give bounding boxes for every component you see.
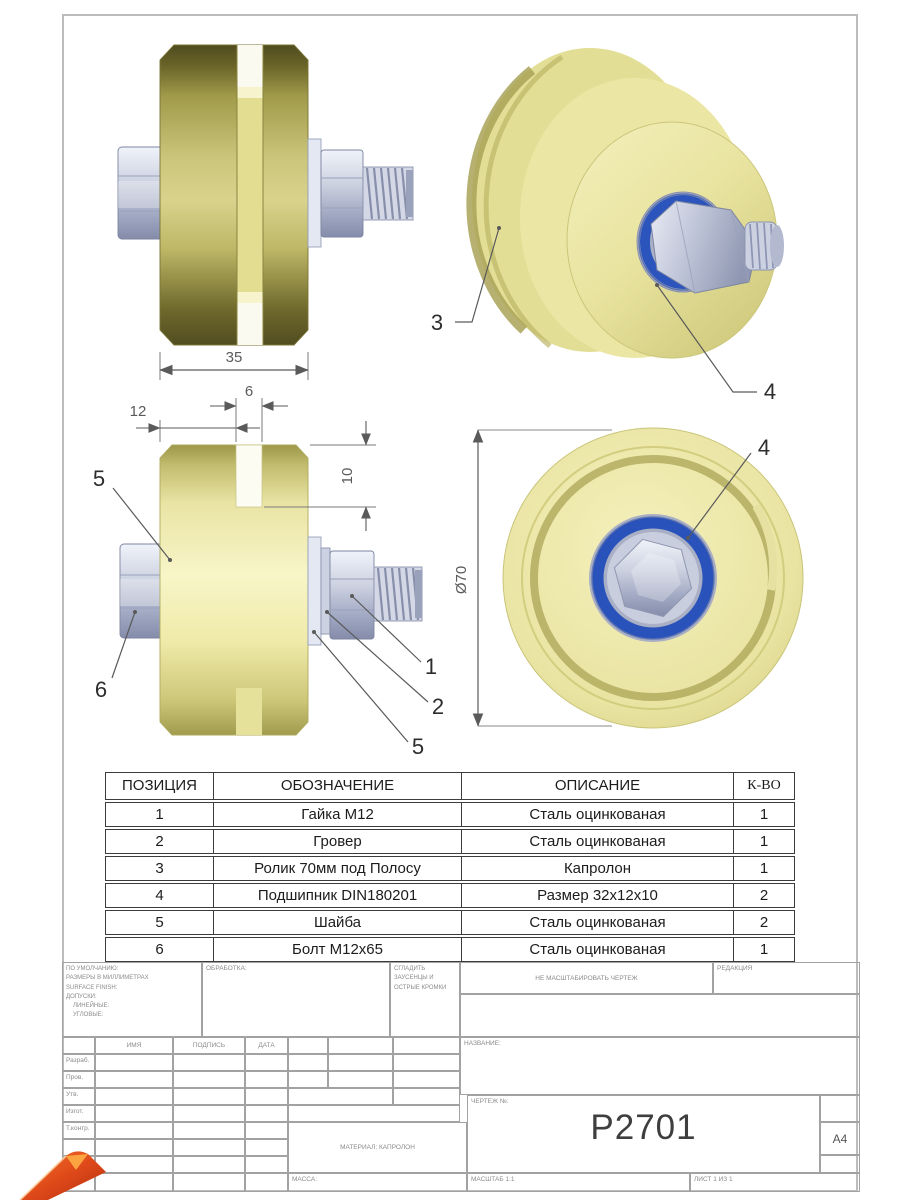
svg-text:Ø70: Ø70 [453,565,470,595]
table-row: 2 Гровер Сталь оцинкованая 1 [105,829,795,854]
dimension-35 [160,349,308,380]
revision-cell: РЕДАКЦИЯ [713,962,860,994]
sign-grid-corner [62,1037,95,1054]
roller-body-icon [160,445,308,735]
paper-size-cell: A4 [820,1122,860,1155]
svg-text:5: 5 [411,734,425,759]
sign-row-mfg: Изгот. [62,1105,95,1122]
svg-text:4: 4 [757,435,771,460]
scale-cell: МАСШТАБ 1:1 [467,1173,690,1192]
sign-row-approved: Утв. [62,1088,95,1105]
washer-right-icon [308,537,321,645]
watermark-logo-icon [14,1138,144,1200]
mass-cell: МАССА: [288,1173,467,1192]
table-row: 3 Ролик 70мм под Полосу Капролон 1 [105,856,795,881]
col-header-designation: ОБОЗНАЧЕНИЕ [213,773,461,799]
parts-table [105,772,795,964]
svg-text:6: 6 [94,677,108,702]
washer-right-icon [308,139,321,247]
blank-cell [460,994,860,1037]
parts-table-header-row [105,772,795,800]
view-section [93,383,444,759]
col-header-position: ПОЗИЦИЯ [122,777,197,794]
sign-header-signature: ПОДПИСЬ [173,1037,245,1054]
sign-row-checked: Пров. [62,1071,95,1088]
view-face [453,428,803,728]
sign-header-date: ДАТА [245,1037,288,1054]
dimension-6 [210,383,288,442]
dimension-12 [130,403,260,442]
svg-text:35: 35 [225,349,243,366]
roller-body-icon [160,45,308,345]
sign-header-name: ИМЯ [95,1037,173,1054]
svg-text:1: 1 [424,654,438,679]
drawing-number-cell: ЧЕРТЕЖ №: P2701 [467,1095,820,1173]
balloon-6 [95,610,137,702]
sign-row-drawn: Разраб. [62,1054,95,1071]
svg-text:4: 4 [763,379,777,404]
view-front-top [118,45,413,380]
col-header-description: ОПИСАНИЕ [461,773,733,799]
sheet-count-cell: ЛИСТ 1 ИЗ 1 [690,1173,860,1192]
nut-icon [321,150,363,237]
deburr-note-cell: СГЛАДИТЬ ЗАУСЕНЦЫ И ОСТРЫЕ КРОМКИ [390,962,460,1037]
title-block [62,962,860,1192]
svg-text:6: 6 [244,383,254,400]
sign-row-qa: Т.контр. [62,1122,95,1139]
svg-text:2: 2 [431,694,445,719]
svg-text:12: 12 [129,403,147,420]
drawing-number: P2701 [590,1108,697,1147]
svg-text:3: 3 [430,310,444,335]
do-not-scale-cell: НЕ МАСШТАБИРОВАТЬ ЧЕРТЕЖ [460,962,713,994]
col-header-qty: К-ВО [733,773,794,799]
spring-washer-icon [321,548,330,634]
material-cell: МАТЕРИАЛ: КАПРОЛОН [288,1122,467,1173]
title-name-cell: НАЗВАНИЕ: [460,1037,860,1095]
table-row: 1 Гайка М12 Сталь оцинкованая 1 [105,802,795,827]
default-tolerances-note: ПО УМОЛЧАНИЮ: РАЗМЕРЫ В МИЛЛИМЕТРАХ SURFACE FINISH: ДОПУСКИ: ЛИНЕЙНЫЕ: УГЛОВЫЕ: [62,962,202,1037]
svg-text:5: 5 [92,466,106,491]
table-row: 4 Подшипник DIN180201 Размер 32х12х10 2 [105,883,795,908]
table-row: 5 Шайба Сталь оцинкованая 2 [105,910,795,935]
table-row: 6 Болт М12х65 Сталь оцинкованая 1 [105,937,795,962]
view-isometric [431,48,784,404]
svg-text:10: 10 [339,467,356,485]
finish-cell: ОБРАБОТКА: [202,962,390,1037]
